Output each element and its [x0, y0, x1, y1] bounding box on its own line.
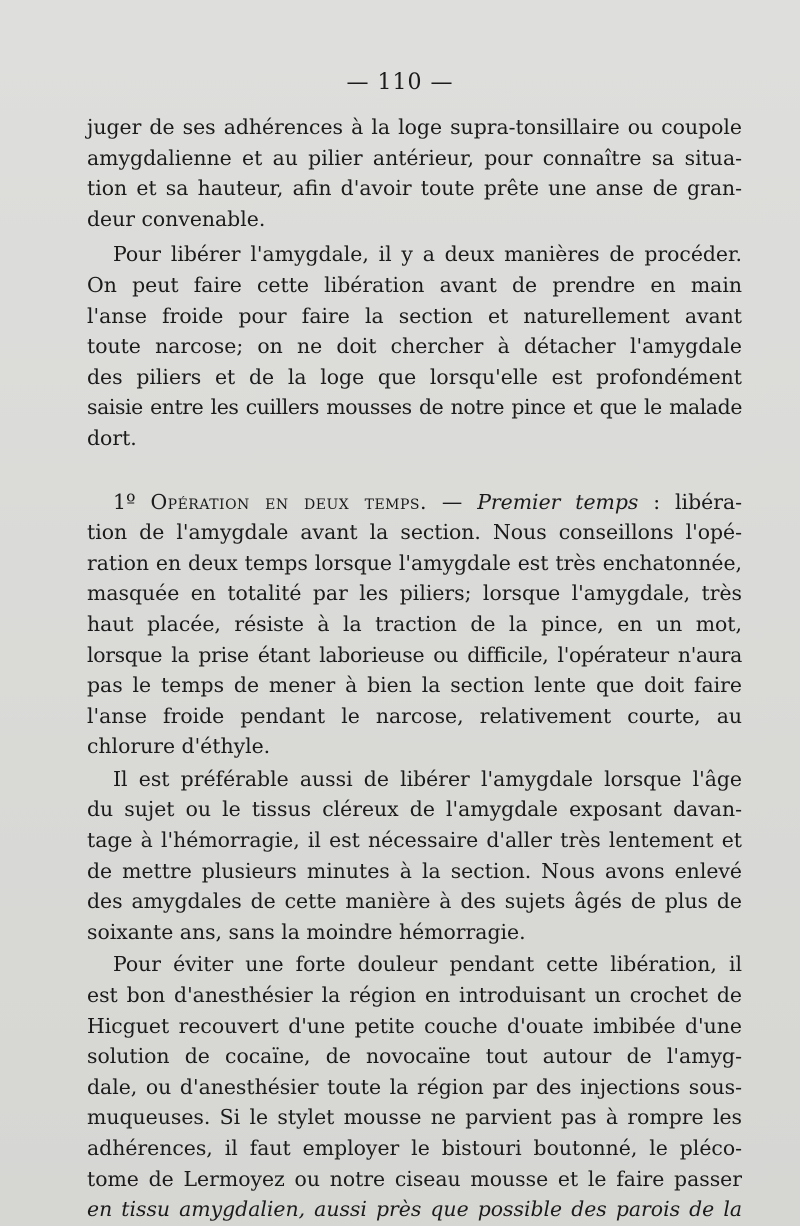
text-line: deur convenable. [87, 206, 266, 231]
text-line: pas le temps de mener à bien la section lente que doit faire [87, 673, 742, 698]
text-line-italic: en tissu amygdalien, aussi près que possible des parois de la [87, 1197, 742, 1222]
text-line: adhérences, il faut employer le bistouri boutonné, le plécо- [87, 1136, 742, 1160]
paragraph [87, 112, 742, 234]
text-line: tome de Lermoyez ou notre ciseau mousse et le faire passer [87, 1166, 742, 1191]
text-line: est bon d'anesthésier la région en introduisant un crochet de [87, 983, 742, 1008]
section-heading-line [87, 487, 742, 518]
text-line: Il est préférable aussi de libérer l'amygdale lorsque l'âge [113, 766, 742, 791]
section-heading: Opération en deux temps. [150, 489, 428, 514]
text-line: muqueuses. Si le stylet mousse ne parvient pas à rompre les [87, 1105, 742, 1130]
text-line: saisie entre les cuillers mousses de notre pince et que le malade [87, 395, 742, 420]
text-line: tage à l'hémorragie, il est nécessaire d'aller très lentement et [87, 828, 742, 853]
text-line: juger de ses adhérences à la loge supra-tonsillaire ou coupole [87, 115, 742, 139]
text-line: amygdalienne et au pilier antérieur, pour connaître sa situa- [87, 145, 742, 170]
paragraph [87, 764, 742, 948]
heading-number: 1º [113, 489, 136, 514]
text-line: haut placée, résiste à la traction de la pince, en un mot, [87, 611, 742, 636]
text-line: des amygdales de cette manière à des sujets âgés de plus de [87, 889, 742, 914]
page-number: — 110 — [346, 70, 454, 95]
heading-dash: — [427, 489, 478, 514]
text-line: chlorure d'éthyle. [87, 734, 271, 759]
text-line: Pour éviter une forte douleur pendant cette libération, il [113, 952, 742, 977]
paragraph [87, 949, 742, 1224]
text-line: du sujet ou le tissus cléreux de l'amygdale exposant davan- [87, 797, 742, 822]
text-line: l'anse froide pendant le narcose, relativement courte, au [87, 703, 742, 728]
text-line: toute narcose; on ne doit chercher à détacher l'amygdale [87, 334, 742, 359]
subheading: Premier temps [477, 489, 639, 514]
text-line: tion de l'amygdale avant la section. Nous conseillons l'opé- [87, 520, 742, 545]
text-line: Hicguet recouvert d'une petite couche d'ouate imbibée d'une [87, 1013, 742, 1038]
text-line: Pour libérer l'amygdale, il y a deux manières de procéder. [113, 242, 742, 267]
paragraph [87, 487, 742, 762]
text-line: On peut faire cette libération avant de prendre en main [87, 272, 742, 297]
text-line: dort. [87, 425, 137, 450]
text-line: lorsque la prise étant laborieuse ou difficile, l'opérateur n'aura [87, 642, 742, 667]
text-line: l'anse froide pour faire la section et naturellement avant [87, 303, 742, 328]
text-line: dale, ou d'anesthésier toute la région par des injections sous- [87, 1074, 742, 1099]
text-line: ration en deux temps lorsque l'amygdale est très enchatonnée, [87, 550, 742, 575]
paragraph [87, 239, 742, 453]
heading-rest: : libéra- [638, 489, 742, 514]
text-line: masquée en totalité par les piliers; lorsque l'amygdale, très [87, 581, 742, 606]
text-line: solution de cocaïne, de novocaïne tout autour de l'amyg- [87, 1044, 742, 1069]
text-line: soixante ans, sans la moindre hémorragie. [87, 919, 526, 944]
text-line: tion et sa hauteur, afin d'avoir toute prête une anse de gran- [87, 176, 742, 201]
text-line: des piliers et de la loge que lorsqu'elle est profondément [87, 364, 742, 389]
text-line: de mettre plusieurs minutes à la section. Nous avons enlevé [87, 858, 742, 883]
body-text [87, 112, 742, 1225]
